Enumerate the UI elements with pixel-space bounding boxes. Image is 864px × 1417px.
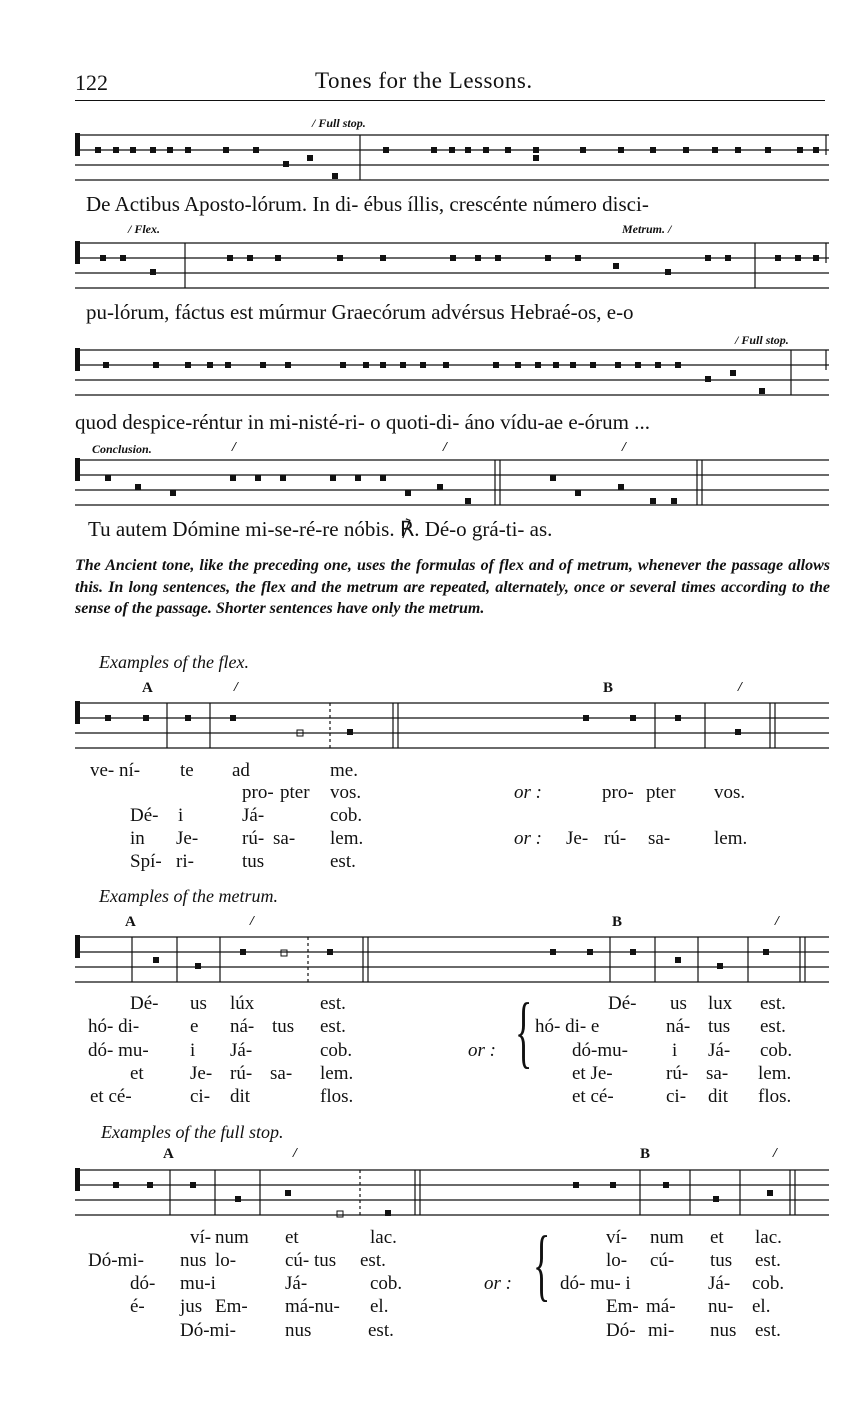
slash-breath-icon: / — [738, 680, 742, 695]
fullstop-b2-c0: dó- mu- i — [560, 1273, 631, 1294]
fullstop-staff-svg — [75, 1165, 829, 1220]
fullstop-r1-c2: lo- — [215, 1250, 237, 1271]
metrum-r1-c3: tus — [272, 1016, 295, 1037]
metrum-heading: Examples of the metrum. — [99, 886, 278, 906]
fullstop-r4-c2: nus — [285, 1320, 312, 1341]
flex-label-b: B — [603, 680, 614, 696]
fullstop-b4-c0: Dó- — [606, 1320, 636, 1341]
staff-3 — [75, 345, 829, 400]
brace-icon: { — [515, 988, 533, 1076]
flex-or-2: or : — [514, 828, 542, 849]
metrum-mark: Metrum. / — [622, 222, 672, 236]
metrum-r4-c4: flos. — [320, 1086, 354, 1107]
page-title: Tones for the Lessons. — [315, 68, 533, 93]
metrum-staff-svg — [75, 932, 829, 987]
conclusion-mark: Conclusion. — [92, 442, 152, 456]
metrum-r1-c0: hó- di- — [88, 1016, 140, 1037]
fullstop-b2-c2: Já- — [708, 1273, 731, 1294]
slash-breath-icon: / — [622, 440, 626, 455]
flex-r0-c2: ad — [232, 760, 250, 781]
metrum-b3-c2: sa- — [706, 1063, 729, 1084]
flex-b1-c1: rú- — [604, 828, 627, 849]
fullstop-b2-c3: cob. — [752, 1273, 785, 1294]
flex-r2-c2: Já- — [242, 805, 265, 826]
metrum-b0-c2: lux — [708, 993, 733, 1014]
fullstop-b1-c3: est. — [755, 1250, 781, 1271]
flex-r2-c4: cob. — [330, 805, 363, 826]
metrum-b4-c3: flos. — [758, 1086, 792, 1107]
metrum-b1-c1: ná- — [666, 1016, 691, 1037]
metrum-or: or : — [468, 1040, 496, 1061]
metrum-r4-c1: ci- — [190, 1086, 211, 1107]
flex-r1-c2: pro- — [242, 782, 274, 803]
flex-r4-c4: est. — [330, 851, 356, 872]
fullstop-r1-c3: cú- tus — [285, 1250, 337, 1271]
metrum-r3-c2: rú- — [230, 1063, 253, 1084]
fullstop-b3-c0: Em- — [606, 1296, 639, 1317]
flex-b1-c3: lem. — [714, 828, 748, 849]
fullstop-b3-c1: má- — [646, 1296, 676, 1317]
fullstop-r3-c4: el. — [370, 1296, 389, 1317]
flex-b0-c2: vos. — [714, 782, 746, 803]
fullstop-b4-c2: nus — [710, 1320, 737, 1341]
metrum-b3-c3: lem. — [758, 1063, 792, 1084]
metrum-b2-c3: cob. — [760, 1040, 793, 1061]
flex-r1-c3: pter — [280, 782, 310, 803]
fullstop-b0-c3: lac. — [755, 1227, 782, 1248]
metrum-r2-c1: i — [190, 1040, 196, 1061]
flex-r1-c4: vos. — [330, 782, 362, 803]
fullstop-r1-c0: Dó-mi- — [88, 1250, 144, 1271]
metrum-r1-c1: e — [190, 1016, 199, 1037]
flex-r0-c0: ve- ní- — [90, 760, 141, 781]
metrum-r3-c0: et — [130, 1063, 144, 1084]
metrum-r2-c2: Já- — [230, 1040, 253, 1061]
fullstop-b1-c2: tus — [710, 1250, 733, 1271]
fullstop-b4-c3: est. — [755, 1320, 781, 1341]
metrum-r0-c4: est. — [320, 993, 346, 1014]
metrum-b4-c1: ci- — [666, 1086, 687, 1107]
flex-r4-c0: Spí- — [130, 851, 162, 872]
brace-icon: { — [533, 1221, 551, 1309]
metrum-b0-c0: Dé- — [608, 993, 637, 1014]
fullstop-r3-c0: é- — [130, 1296, 145, 1317]
fullstop-r3-c1: jus — [180, 1296, 203, 1317]
flex-r2-c1: i — [178, 805, 184, 826]
fullstop-r2-c0: dó- — [130, 1273, 156, 1294]
fullstop-b3-c3: el. — [752, 1296, 771, 1317]
fullstop-r1-c4: est. — [360, 1250, 386, 1271]
fullstop-b1-c0: lo- — [606, 1250, 628, 1271]
lyric-line-4: Tu autem Dómine mi-se-ré-re nóbis. ℟. Dé-o grá-ti- as. — [88, 517, 553, 541]
full-stop-mark-2: / Full stop. — [735, 333, 789, 347]
flex-label-a: A — [142, 680, 153, 696]
slash-breath-icon: / — [775, 914, 779, 929]
full-stop-mark: / Full stop. — [312, 116, 366, 130]
staff-1 — [75, 130, 829, 185]
fullstop-b0-c1: num — [650, 1227, 684, 1248]
metrum-r3-c3: sa- — [270, 1063, 293, 1084]
explanatory-paragraph: The Ancient tone, like the preceding one, uses the formulas of flex and of metrum, whenever the passage allows this. In long sentences, the flex and the metrum are repeated, alternately, once or several times according to the sense of the passage. Shorter sentences have only the metrum. — [75, 557, 830, 617]
flex-r0-c1: te — [180, 760, 194, 781]
metrum-staff — [75, 932, 829, 987]
metrum-b3-c1: rú- — [666, 1063, 689, 1084]
metrum-b3-c0: et Je- — [572, 1063, 613, 1084]
flex-r4-c1: ri- — [176, 851, 194, 872]
slash-breath-icon: / — [250, 914, 254, 929]
slash-breath-icon: / — [735, 333, 739, 347]
metrum-b2-c2: Já- — [708, 1040, 731, 1061]
fullstop-r0-c4: lac. — [370, 1227, 397, 1248]
flex-heading: Examples of the flex. — [99, 652, 249, 672]
fullstop-label-b: B — [640, 1146, 651, 1162]
flex-staff-svg — [75, 698, 829, 753]
metrum-label-b: B — [612, 914, 623, 930]
metrum-r4-c0: et cé- — [90, 1086, 132, 1107]
header-rule — [75, 100, 825, 101]
metrum-r2-c0: dó- mu- — [88, 1040, 149, 1061]
metrum-b2-c0: dó-mu- — [572, 1040, 628, 1061]
fullstop-b1-c1: cú- — [650, 1250, 675, 1271]
metrum-r1-c4: est. — [320, 1016, 346, 1037]
metrum-b2-c1: i — [672, 1040, 678, 1061]
staff-3-svg — [75, 345, 829, 400]
slash-breath-icon: / — [293, 1146, 297, 1161]
slash-breath-icon: / — [312, 116, 316, 130]
slash-breath-icon: / — [773, 1146, 777, 1161]
fullstop-r0-c2: num — [215, 1227, 249, 1248]
metrum-b1-c0: hó- di- e — [535, 1016, 600, 1037]
flex-r3-c1: Je- — [176, 828, 199, 849]
metrum-b1-c3: est. — [760, 1016, 786, 1037]
lyric-line-1: De Actibus Aposto-lórum. In di- ébus íllis, crescénte número disci- — [86, 192, 649, 216]
fullstop-staff — [75, 1165, 829, 1220]
lyric-line-3: quod despice-réntur in mi-nisté-ri- o quoti-di- áno vídu-ae e-órum ... — [75, 410, 650, 434]
staff-4 — [75, 455, 829, 510]
fullstop-r4-c4: est. — [368, 1320, 394, 1341]
flex-r0-c4: me. — [330, 760, 358, 781]
fullstop-r0-c3: et — [285, 1227, 299, 1248]
staff-2 — [75, 238, 829, 293]
lyric-line-2: pu-lórum, fáctus est múrmur Graecórum advérsus Hebraé-os, e-o — [86, 300, 634, 324]
staff-1-svg — [75, 130, 829, 185]
flex-b1-c0: Je- — [566, 828, 589, 849]
fullstop-label-a: A — [163, 1146, 174, 1162]
flex-r3-c2: rú- — [242, 828, 265, 849]
flex-b0-c1: pter — [646, 782, 676, 803]
metrum-r4-c2: dit — [230, 1086, 251, 1107]
page-number: 122 — [75, 70, 108, 95]
flex-r3-c4: lem. — [330, 828, 364, 849]
metrum-b4-c0: et cé- — [572, 1086, 614, 1107]
fullstop-r3-c2: Em- — [215, 1296, 248, 1317]
staff-4-svg — [75, 455, 829, 510]
flex-r3-c0: in — [130, 828, 145, 849]
flex-staff — [75, 698, 829, 753]
fullstop-b0-c0: ví- — [606, 1227, 628, 1248]
fullstop-r4-c1: Dó-mi- — [180, 1320, 236, 1341]
slash-breath-icon: / — [443, 440, 447, 455]
flex-b1-c2: sa- — [648, 828, 671, 849]
slash-breath-icon: / — [234, 680, 238, 695]
flex-mark: / Flex. — [128, 222, 161, 236]
metrum-label-a: A — [125, 914, 136, 930]
slash-breath-icon: / — [668, 222, 672, 236]
metrum-r1-c2: ná- — [230, 1016, 255, 1037]
metrum-r0-c2: lúx — [230, 993, 255, 1014]
flex-r4-c2: tus — [242, 851, 265, 872]
metrum-r3-c4: lem. — [320, 1063, 354, 1084]
fullstop-heading: Examples of the full stop. — [101, 1122, 284, 1142]
flex-or-1: or : — [514, 782, 542, 803]
fullstop-r0-c1: ví- — [190, 1227, 212, 1248]
fullstop-r2-c4: cob. — [370, 1273, 403, 1294]
metrum-r3-c1: Je- — [190, 1063, 213, 1084]
metrum-r2-c4: cob. — [320, 1040, 353, 1061]
fullstop-or: or : — [484, 1273, 512, 1294]
metrum-r0-c1: us — [190, 993, 207, 1014]
fullstop-r2-c2: Já- — [285, 1273, 308, 1294]
fullstop-r1-c1: nus — [180, 1250, 207, 1271]
fullstop-r2-c1: mu-i — [180, 1273, 216, 1294]
flex-r3-c3: sa- — [273, 828, 296, 849]
fullstop-b4-c1: mi- — [648, 1320, 675, 1341]
fullstop-b0-c2: et — [710, 1227, 724, 1248]
metrum-b4-c2: dit — [708, 1086, 729, 1107]
flex-r2-c0: Dé- — [130, 805, 159, 826]
slash-breath-icon: / — [128, 222, 132, 236]
flex-b0-c0: pro- — [602, 782, 634, 803]
fullstop-b3-c2: nu- — [708, 1296, 734, 1317]
slash-breath-icon: / — [232, 440, 236, 455]
metrum-r0-c0: Dé- — [130, 993, 159, 1014]
metrum-b0-c1: us — [670, 993, 687, 1014]
metrum-b0-c3: est. — [760, 993, 786, 1014]
staff-2-svg — [75, 238, 829, 293]
fullstop-r3-c3: má-nu- — [285, 1296, 340, 1317]
metrum-b1-c2: tus — [708, 1016, 731, 1037]
